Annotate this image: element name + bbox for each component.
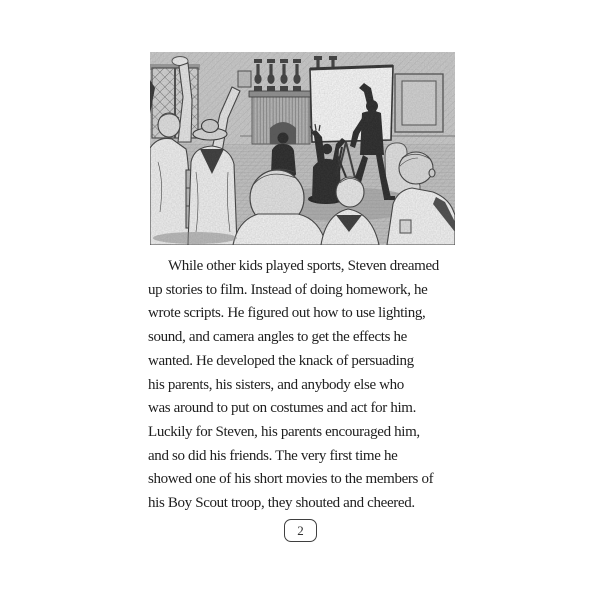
story-paragraph [148,255,466,516]
paragraph-line: his Boy Scout troop, they shouted and cheered. [148,495,415,512]
page-number: 2 [297,522,304,538]
paragraph-line: his parents, his sisters, and anybody else who [148,376,404,393]
page-number-badge [284,519,317,542]
paragraph-line: was around to put on costumes and act for him. [148,400,417,417]
paragraph-line: wrote scripts. He figured out how to use lighting, [148,305,426,322]
paragraph-line: showed one of his short movies to the members of [148,471,434,488]
paragraph-line: and so did his friends. The very first time he [148,447,398,464]
illustration-canvas [150,52,455,245]
troop-meeting-illustration [150,52,455,245]
halftone-grain [150,52,455,245]
paragraph-line: sound, and camera angles to get the effects he [148,329,407,346]
paragraph-line: wanted. He developed the knack of persuading [148,352,414,369]
paragraph-line: up stories to film. Instead of doing homework, he [148,281,428,298]
paragraph-line: Luckily for Steven, his parents encouraged him, [148,423,420,440]
paragraph-line: While other kids played sports, Steven dreamed [168,258,439,274]
